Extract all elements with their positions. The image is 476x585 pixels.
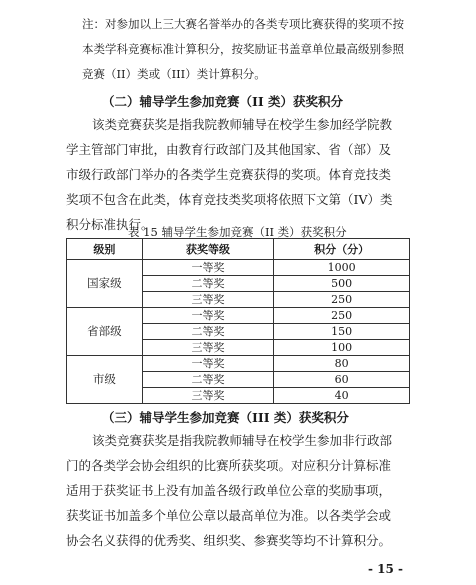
points-cell: 250 [274,292,410,308]
page-number: - 15 - [368,562,404,576]
award-cell: 三等奖 [142,340,274,356]
paragraph-line: 学主管部门审批，由教育行政部门及其他国家、省（部）及 [66,142,392,157]
section-2-title: （二）辅导学生参加竞赛（II 类）获奖积分 [102,94,344,109]
note-line: 注：对参加以上三大赛名誉举办的各类专项比赛获得的奖项不按 [82,17,404,31]
paragraph-line: 适用于获奖证书上没有加盖各级行政单位公章的奖励事项， [66,483,392,498]
award-cell: 三等奖 [142,388,274,404]
table-row [67,356,410,372]
points-cell: 150 [274,324,410,340]
award-cell: 三等奖 [142,292,274,308]
award-cell: 一等奖 [142,356,274,372]
award-cell: 二等奖 [142,324,274,340]
level-cell: 国家级 [67,260,143,308]
table-caption: 表 15 辅导学生参加竞赛（II 类）获奖积分 [128,225,347,239]
score-table [66,238,410,404]
header-points: 积分（分） [274,239,410,260]
points-cell: 40 [274,388,410,404]
level-cell: 省部级 [67,308,143,356]
points-cell: 60 [274,372,410,388]
table-row [67,308,410,324]
points-cell: 80 [274,356,410,372]
award-cell: 二等奖 [142,276,274,292]
section-3-title: （三）辅导学生参加竞赛（III 类）获奖积分 [102,410,349,425]
award-cell: 一等奖 [142,260,274,276]
award-cell: 二等奖 [142,372,274,388]
points-cell: 100 [274,340,410,356]
points-cell: 500 [274,276,410,292]
points-cell: 1000 [274,260,410,276]
note-line: 竞赛（II）类或（III）类计算积分。 [82,67,266,81]
paragraph-line: 协会名义获得的优秀奖、组织奖、参赛奖等均不计算积分。 [66,533,392,548]
table-row [67,260,410,276]
paragraph-line: 奖项不包含在此类，体育竞技类奖项将依照下文第（IV）类 [66,192,393,207]
note-paragraph [82,12,427,87]
points-cell: 250 [274,308,410,324]
header-level: 级别 [67,239,143,260]
paragraph-line: 市级行政部门举办的各类学生竞赛获得的奖项。体育竞技类 [66,167,392,182]
paragraph-line: 获奖证书加盖多个单位公章以最高单位为准。以各类学会或 [66,508,392,523]
paragraph-line: 门的各类学会协会组织的比赛所获奖项。对应积分计算标准 [66,458,392,473]
table-header-row [67,239,410,260]
level-cell: 市级 [67,356,143,404]
section-2-paragraph [66,112,426,237]
header-award: 获奖等级 [142,239,274,260]
note-line: 本类学科竞赛标准计算积分，按奖励证书盖章单位最高级别参照 [82,42,404,56]
paragraph-line: 该类竞赛获奖是指我院教师辅导在校学生参加经学院教 [92,117,393,132]
award-cell: 一等奖 [142,308,274,324]
paragraph-line: 积分标准执行。 [66,217,154,232]
section-3-paragraph [66,428,426,553]
paragraph-line: 该类竞赛获奖是指我院教师辅导在校学生参加非行政部 [92,433,393,448]
